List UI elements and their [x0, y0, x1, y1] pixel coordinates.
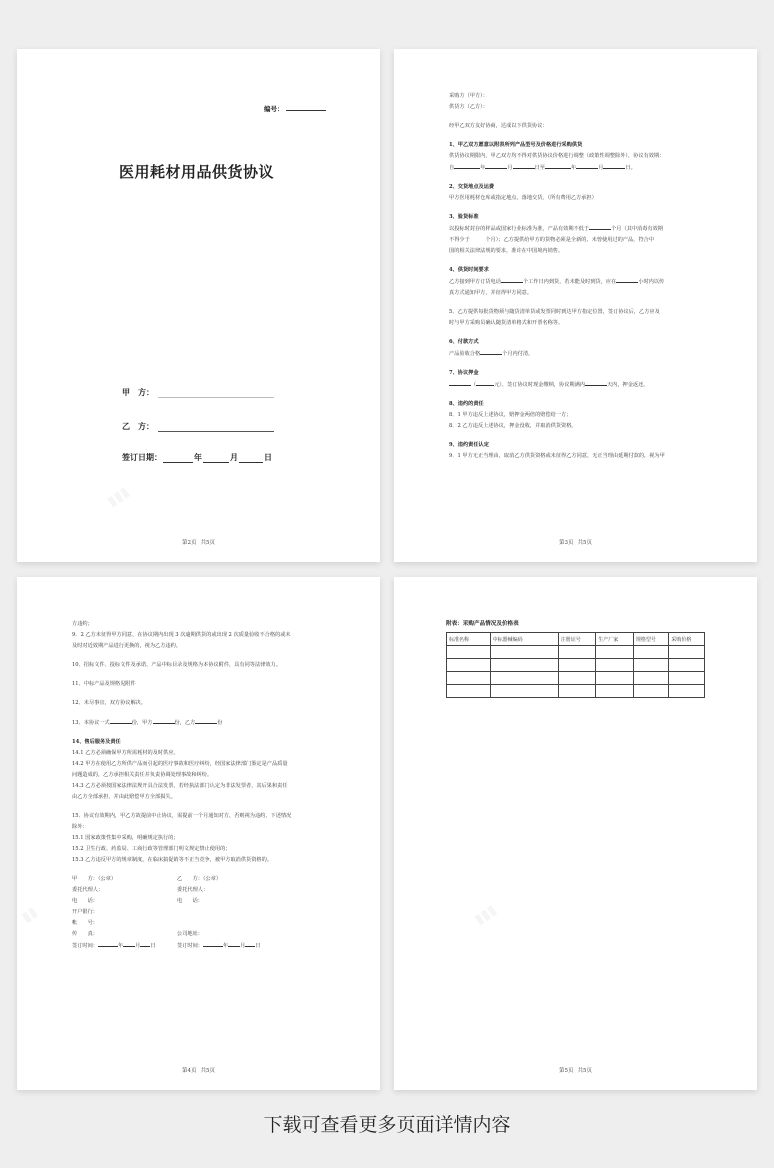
clause-heading: 9、违约责任认定	[449, 442, 489, 448]
col-spec-model: 规格型号	[633, 633, 669, 646]
clause-heading: 8、违约的责任	[449, 401, 484, 407]
document-number-label: 编号：	[264, 105, 284, 113]
clause-text: 国的相关法律法规的要求，准许在中国境内销售。	[449, 248, 564, 254]
col-price: 采购价格	[669, 633, 705, 646]
clause-text: 14.2 甲方在使用乙方所供产品而引起的医疗事故和医疗纠纷，经国家法律部门鉴定是产品质量	[72, 761, 288, 767]
watermark	[19, 904, 41, 926]
table-row	[447, 659, 705, 672]
clause-text: 供货协议期限内，甲乙双方均不得对供货协议价格进行调整（政策性调整除外），协议有效期：	[449, 153, 665, 159]
clause-heading: 4、供货时间要求	[449, 267, 489, 273]
page-number-total: 共5页	[200, 540, 215, 546]
clause-text: 11、中标产品及规格见附件	[72, 681, 136, 687]
sign-party-b: 乙 方：（公章）	[177, 876, 222, 882]
col-standard-name: 标准名称	[447, 633, 491, 646]
party-b-field	[122, 421, 274, 432]
clause-text: 真方式通知甲方，并征得甲方同意。	[449, 290, 533, 296]
agreement-page-3	[394, 49, 757, 562]
agreement-page-4	[17, 577, 380, 1090]
party-a-label: 甲 方：	[122, 387, 154, 397]
clause-text: 甲方医用耗材仓库或指定地点，落地交货。（所有费用乙方承担）	[449, 195, 597, 201]
clause-heading: 14、售后服务及责任	[72, 739, 121, 745]
sign-date-field	[122, 452, 272, 463]
clause-text: 15.2 卫生行政、药监局、工商行政等管理部门明文规定禁止使用的；	[72, 846, 231, 852]
clause-text: 15、协议有效期内，甲乙方故提前中止协议，需提前一个月通知对方，否则视为违约，下述情况	[72, 813, 292, 819]
clause-heading: 1、甲乙双方愿意以附表所列产品型号及价格进行采购供货	[449, 142, 583, 148]
clause-text: 10、招标文件、投标文件及承诺、产品中标目录及规格为本协议附件，具有同等法律效力。	[72, 662, 281, 668]
page-number-current: 第4页	[182, 1068, 197, 1074]
page-number	[394, 1066, 757, 1074]
year-label: 年	[194, 452, 202, 462]
table-row	[447, 672, 705, 685]
sign-date-b: 签订时间： 年 月 日	[177, 940, 282, 952]
supplier-line: 供货方（乙方）：	[449, 104, 488, 110]
page-number-current: 第2页	[182, 540, 197, 546]
clause-text: 及时对近效期产品进行更换的，视为乙方违约。	[72, 643, 181, 649]
col-manufacturer: 生产厂家	[596, 633, 634, 646]
clause-text: 不得少于 个月）；乙方提供给甲方的货物必须是全新的、未曾使用过的产品，符合中	[449, 237, 654, 243]
clause-text: 5、乙方提供每批货物须与随货清单货或发票同时到达甲方指定位置，签订协议后，乙方应及	[449, 309, 660, 315]
signature-block	[72, 874, 324, 952]
sign-bank-a: 开户银行：	[72, 909, 98, 915]
page-number-total: 共5页	[577, 1068, 592, 1074]
watermark	[105, 484, 133, 510]
clause-text: 12、未尽事宜，双方协议解决。	[72, 700, 147, 706]
clause-text: 方违约；	[72, 621, 93, 627]
clause-text: 15.3 乙方违反甲方的规章制度，在临床搞促销等不正当竞争，被甲方取消供货资格的。	[72, 857, 272, 863]
clause-heading: 3、验货标准	[449, 214, 479, 220]
appendix-title: 附表：采购产品情况及价格表	[446, 621, 519, 627]
clause-text: 乙方接到甲方订货电话 个工作日内到货，若未能及时到货，应在 小时内以传	[449, 276, 701, 288]
clause-text: 自 年 月 日至 年 月 日。	[449, 162, 701, 174]
page-number-total: 共5页	[200, 1068, 215, 1074]
sign-phone-b: 电 话：	[177, 898, 203, 904]
col-device-code: 中标器械编码	[490, 633, 558, 646]
intro-line: 经甲乙双方友好协商，达成以下供货协议：	[449, 123, 548, 129]
clause-heading: 7、协议押金	[449, 370, 479, 376]
day-label: 日	[264, 452, 272, 462]
table-row	[447, 646, 705, 659]
clause-text: 8．1 甲方违反上述协议，赔押金两倍的赔偿给一方；	[449, 412, 572, 418]
col-registration-no: 注册证号	[558, 633, 596, 646]
sign-agent-a: 委托代理人：	[72, 887, 104, 893]
document-title: 医用耗材用品供货协议	[119, 163, 275, 181]
clause-text: 14.1 乙方必须确保甲方所需耗材的及时供应。	[72, 750, 179, 756]
clause-text: 9．2 乙方未征得甲方同意，在协议期内出现 3 次逾期供货的或出现 2 次质量验收不合格的或未	[72, 632, 291, 638]
clause-text: 产品验收合格 个月内付清。	[449, 348, 701, 360]
clause-text: （ 元），签订协议时现金缴纳，协议期满内 天内，押金返还。	[449, 379, 701, 391]
table-row	[447, 685, 705, 698]
party-a-field	[122, 387, 274, 398]
download-caption: 下载可查看更多页面详情内容	[263, 1114, 511, 1136]
page-number-current: 第5页	[559, 1068, 574, 1074]
clause-text: 问题造成的，乙方承担相关责任并负责协调处理事故和纠纷。	[72, 772, 213, 778]
page-number-total: 共5页	[577, 540, 592, 546]
sign-party-a: 甲 方：（公章）	[72, 876, 117, 882]
month-label: 月	[230, 452, 238, 462]
price-table	[446, 632, 705, 698]
clause-text: 8．2 乙方违反上述协议，押金没收，并取消供货资格。	[449, 423, 577, 429]
clause-text: 除外：	[72, 824, 88, 830]
clause-text: 时与甲方采购员确认随货清单格式和开票名称等。	[449, 320, 564, 326]
sign-date-label: 签订日期：	[122, 452, 162, 462]
party-b-label: 乙 方：	[122, 421, 154, 431]
clause-text: 以投标时封存的样品或国家行业标准为准，产品有效期不低于 个月（其中消毒有效期	[449, 223, 701, 235]
page-number	[394, 538, 757, 546]
sign-phone-a: 电 话：	[72, 898, 98, 904]
watermark	[472, 902, 500, 928]
clause-text: 13、本协议一式 份，甲方 份，乙方 份	[72, 717, 324, 729]
sign-agent-b: 委托代理人：	[177, 887, 209, 893]
agreement-body	[449, 91, 701, 462]
document-number	[264, 104, 326, 113]
cover-page	[17, 49, 380, 562]
sign-date-a: 签订时间： 年 月 日	[72, 940, 177, 952]
agreement-body	[72, 619, 324, 952]
sign-account-a: 帐 号：	[72, 920, 98, 926]
table-header-row	[447, 633, 705, 646]
clause-text: 14.3 乙方必须按国家法律法规开具合法发票，若经执法部门认定为非法发票者，其后果和责任	[72, 783, 288, 789]
sign-fax-a: 传 真：	[72, 931, 98, 937]
page-number-current: 第3页	[559, 540, 574, 546]
clause-heading: 6、付款方式	[449, 339, 479, 345]
clause-text: 15.1 国家政策性集中采购，明确规定执行的；	[72, 835, 179, 841]
page-number	[17, 538, 380, 546]
sign-address-b: 公司地址：	[177, 931, 203, 937]
clause-text: 9．1 甲方无正当理由，取消乙方供货资格或未征得乙方同意，无正当理由延期付款的，视为甲	[449, 453, 665, 459]
clause-heading: 2、交货地点及运费	[449, 184, 495, 190]
clause-text: 由乙方全部承担，并由此赔偿甲方全部损失。	[72, 794, 176, 800]
appendix-page	[394, 577, 757, 1090]
page-number	[17, 1066, 380, 1074]
buyer-line: 采购方（甲方）：	[449, 93, 488, 99]
